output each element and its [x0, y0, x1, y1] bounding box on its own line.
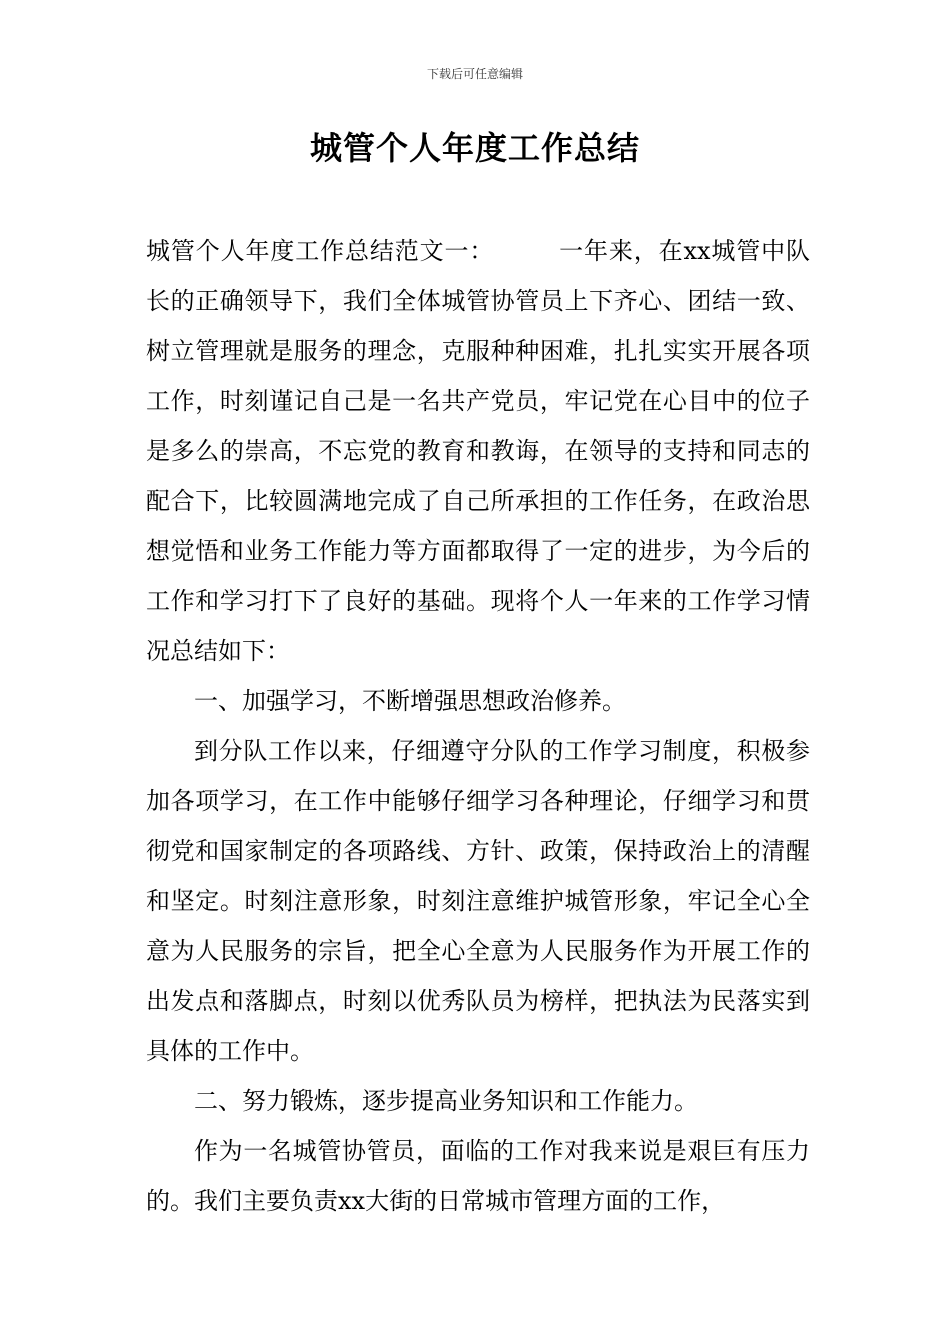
document-body — [146, 226, 810, 1226]
section2-heading: 二、努力锻炼，逐步提高业务知识和工作能力。 — [194, 1087, 698, 1115]
section1-heading: 一、加强学习，不断增强思想政治修养。 — [194, 687, 626, 715]
intro-paragraph — [146, 226, 810, 676]
intro-text: 一年来，在xx城管中队长的正确领导下，我们全体城管协管员上下齐心、团结一致、树立管理就是服务的理念，克服种种困难，扎扎实实开展各项工作，时刻谨记自己是一名共产党员，牢记党在心目中的位子是多么的崇高，不忘党的教育和教诲，在领导的支持和同志的配合下，比较圆满地完成了自己所承担的工作任务，在政治思想觉悟和业务工作能力等方面都取得了一定的进步，为今后的工作和学习打下了良好的基础。现将个人一年来的工作学习情况总结如下： — [146, 237, 811, 665]
section2-paragraph: 作为一名城管协管员，面临的工作对我来说是艰巨有压力的。我们主要负责xx大街的日常城市管理方面的工作， — [146, 1137, 810, 1215]
section1-paragraph: 到分队工作以来，仔细遵守分队的工作学习制度，积极参加各项学习，在工作中能够仔细学习各种理论，仔细学习和贯彻党和国家制定的各项路线、方针、政策，保持政治上的清醒和坚定。时刻注意形象，时刻注意维护城管形象，牢记全心全意为人民服务的宗旨，把全心全意为人民服务作为开展工作的出发点和落脚点，时刻以优秀队员为榜样，把执法为民落实到具体的工作中。 — [146, 737, 810, 1065]
intro-label: 城管个人年度工作总结范文一： — [146, 237, 495, 265]
document-title: 城管个人年度工作总结 — [309, 129, 640, 167]
header-note: 下载后可任意编辑 — [426, 67, 523, 81]
